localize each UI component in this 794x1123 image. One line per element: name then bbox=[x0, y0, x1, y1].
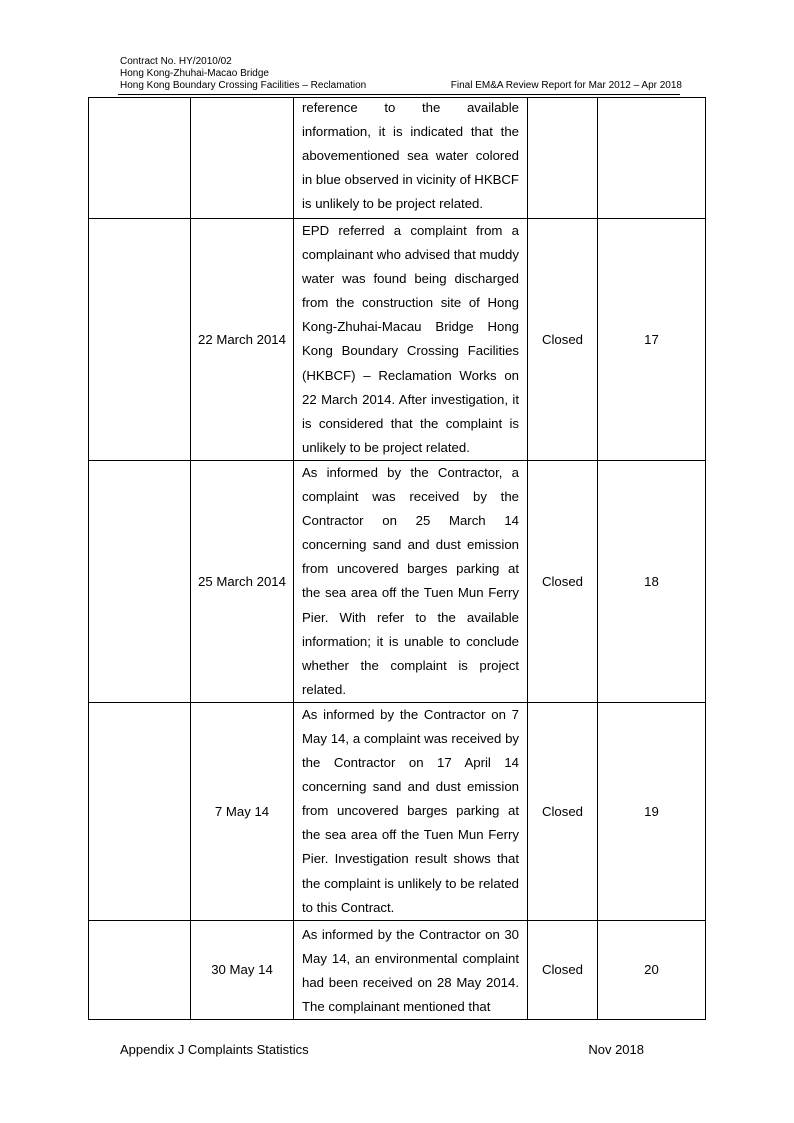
project-name: Hong Kong-Zhuhai-Macao Bridge bbox=[120, 68, 269, 79]
report-date: Nov 2018 bbox=[588, 1042, 644, 1057]
status-cell bbox=[528, 98, 598, 219]
facility-name: Hong Kong Boundary Crossing Facilities – Reclamation bbox=[120, 80, 367, 91]
description-cell bbox=[294, 219, 528, 461]
date-cell: 30 May 14 bbox=[191, 920, 294, 1019]
complaint-number-cell bbox=[598, 98, 706, 219]
date-cell: 25 March 2014 bbox=[191, 460, 294, 702]
table-row bbox=[89, 702, 706, 920]
description-text: As informed by the Contractor on 30 May 14, an environmental complaint had been received on 28 May 2014. The complainant mentioned that bbox=[302, 926, 519, 1014]
page-header bbox=[120, 56, 682, 92]
contract-number: Contract No. HY/2010/02 bbox=[120, 56, 232, 67]
description-text: As informed by the Contractor on 7 May 14, a complaint was received by the Contractor on 17 April 14 concerning sand and dust emission from uncovered barges parking at the sea area off the Tuen Mun Ferry Pier. Investigation result shows that the complaint is unlikely to be related to this Contract. bbox=[302, 706, 519, 915]
date-cell: 22 March 2014 bbox=[191, 219, 294, 461]
blank-cell bbox=[89, 219, 191, 461]
complaint-number-cell: 18 bbox=[598, 460, 706, 702]
report-title: Final EM&A Review Report for Mar 2012 – Apr 2018 bbox=[450, 80, 682, 91]
date-cell: 7 May 14 bbox=[191, 702, 294, 920]
blank-cell bbox=[89, 920, 191, 1019]
blank-cell bbox=[89, 98, 191, 219]
status-cell: Closed bbox=[528, 219, 598, 461]
description-cell bbox=[294, 920, 528, 1019]
status-cell: Closed bbox=[528, 702, 598, 920]
table-row bbox=[89, 460, 706, 702]
description-cell bbox=[294, 460, 528, 702]
complaint-number-cell: 17 bbox=[598, 219, 706, 461]
status-cell: Closed bbox=[528, 460, 598, 702]
description-text: reference to the available information, it is indicated that the abovementioned sea water colored in blue observed in vicinity of HKBCF is unlikely to be project related. bbox=[302, 99, 519, 212]
page-footer bbox=[120, 1042, 644, 1057]
date-cell bbox=[191, 98, 294, 219]
blank-cell bbox=[89, 702, 191, 920]
appendix-label: Appendix J Complaints Statistics bbox=[120, 1042, 309, 1057]
description-cell bbox=[294, 702, 528, 920]
description-text: EPD referred a complaint from a complainant who advised that muddy water was found being discharged from the construction site of Hong Kong-Zhuhai-Macau Bridge Hong Kong Boundary Crossing Facilities (HKBCF) – Reclamation Works on 22 March 2014. After investigation, it is considered that the complaint is unlikely to be project related. bbox=[302, 223, 519, 455]
complaint-number-cell: 20 bbox=[598, 920, 706, 1019]
blank-cell bbox=[89, 460, 191, 702]
table-row bbox=[89, 219, 706, 461]
table-row bbox=[89, 920, 706, 1019]
description-text: As informed by the Contractor, a complaint was received by the Contractor on 25 March 14 concerning sand and dust emission from uncovered barges parking at the sea area off the Tuen Mun Ferry Pier. With refer to the available information; it is unable to conclude whether the complaint is project related. bbox=[302, 464, 519, 697]
table-row bbox=[89, 98, 706, 219]
complaint-number-cell: 19 bbox=[598, 702, 706, 920]
description-cell bbox=[294, 98, 528, 219]
complaints-table bbox=[88, 97, 706, 1020]
status-cell: Closed bbox=[528, 920, 598, 1019]
